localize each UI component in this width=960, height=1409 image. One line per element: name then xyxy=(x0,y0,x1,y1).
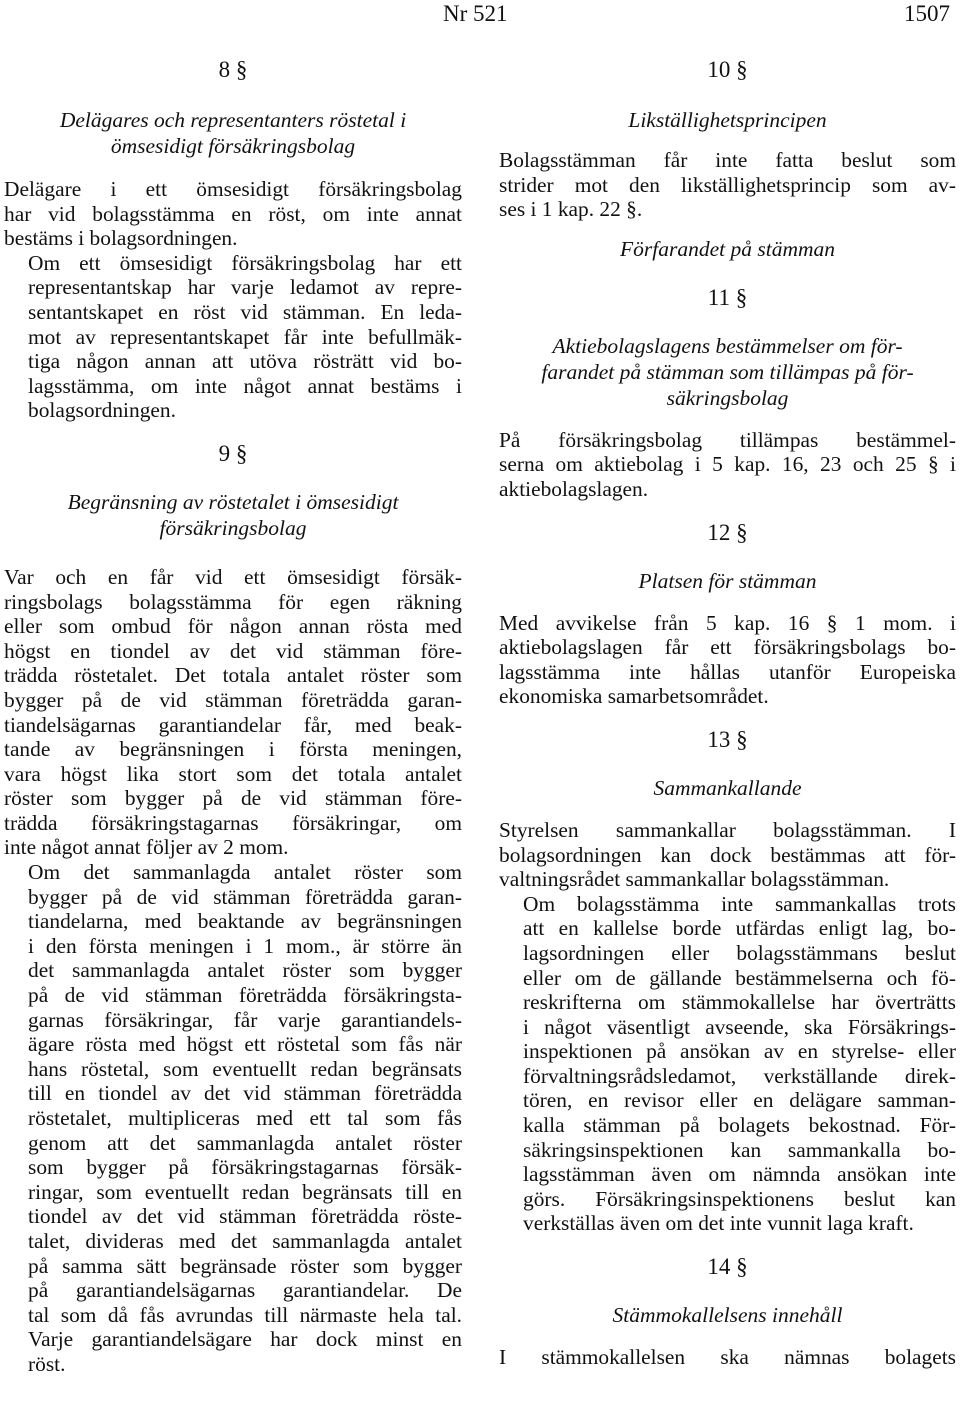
text-line: eller som ombud för någon annan rösta med xyxy=(4,614,462,639)
paragraph xyxy=(499,148,956,222)
paragraph xyxy=(4,251,462,423)
text-line: att en kallelse borde utfärdas enligt lag, bo- xyxy=(523,916,956,941)
section-11 xyxy=(499,284,956,502)
text-line: tal som då fås avrundas till närmaste hela tal. xyxy=(28,1302,462,1327)
page-number: 1507 xyxy=(904,1,950,26)
section-title xyxy=(4,107,462,159)
text-line: strider mot den likställighetsprincip som av- xyxy=(499,172,956,197)
text-line: vara högst lika stort som det totala antalet xyxy=(4,761,462,786)
issue-number: Nr 521 xyxy=(443,1,508,26)
section-number: 12 § xyxy=(707,519,748,545)
text-line: ringar, som eventuellt redan begränsats till en xyxy=(28,1179,462,1204)
paragraph xyxy=(499,1345,956,1370)
text-line: som bygger på försäkringstagarnas försäk- xyxy=(28,1155,462,1180)
text-line: aktiebolagslagen. xyxy=(499,476,649,501)
section-9 xyxy=(4,440,462,1377)
text-line: i något väsentligt avseende, ska Försäkrings- xyxy=(523,1014,956,1039)
text-line: Delägares och representanters röstetal i xyxy=(59,108,407,132)
text-line: reskrifterna om stämmokallelse har överträtts xyxy=(523,990,956,1015)
text-line: trädda försäkringstagarnas försäkringar, om xyxy=(4,810,462,835)
chapter-subtitle xyxy=(499,236,956,262)
text-line: ekonomiska samarbetsområdet. xyxy=(499,684,769,709)
text-line: I stämmokallelsen ska nämnas bolagets xyxy=(499,1345,956,1370)
text-line: tiga någon annan att utöva rösträtt vid bo- xyxy=(28,349,462,374)
text-line: det sammanlagda antalet röster som bygger xyxy=(28,958,462,983)
text-line: talet, divideras med det sammanlagda antalet xyxy=(28,1228,462,1253)
text-line: försäkringsbolag xyxy=(159,515,307,540)
section-13 xyxy=(499,726,956,1236)
section-title xyxy=(499,775,956,801)
text-line: bygger på de vid stämman företrädda garan- xyxy=(28,884,462,909)
section-number: 11 § xyxy=(707,284,748,310)
text-line: Begränsning av röstetalet i ömsesidigt xyxy=(67,489,399,514)
text-line: bestäms i bolagsordningen. xyxy=(4,226,238,251)
text-line: kalla stämman på bolagets bekostnad. För- xyxy=(523,1113,956,1138)
text-line: eller om de gällande bestämmelserna och fö- xyxy=(523,965,956,990)
text-line: röst. xyxy=(28,1351,66,1376)
text-line: genom att det sammanlagda antalet röster xyxy=(28,1130,462,1155)
left-column xyxy=(4,56,462,1377)
section-title xyxy=(499,107,956,133)
text-line: mot av representantskapet får inte befullmäk- xyxy=(28,324,462,349)
text-line: tande av begränsningen i första meningen, xyxy=(4,737,462,762)
text-line: bolagsordningen. xyxy=(28,398,176,423)
text-line: Varje garantiandelsägare har dock minst en xyxy=(28,1327,462,1352)
text-line: lagsstämma, om inte något annat bestäms i xyxy=(28,373,462,398)
text-line: har vid bolagsstämma en röst, om inte annat xyxy=(4,201,462,226)
text-line: trädda röstetalet. Det totala antalet röster som xyxy=(4,663,462,688)
text-line: säkringsbolag xyxy=(666,385,789,410)
text-line: representantskap har varje ledamot av repre- xyxy=(28,275,462,300)
text-line: Styrelsen sammankallar bolagsstämman. I xyxy=(499,817,956,842)
text-line: Aktiebolagslagens bestämmelser om för- xyxy=(552,333,903,358)
paragraph xyxy=(4,565,462,860)
section-10 xyxy=(499,56,956,262)
text-line: Stämmokallelsens innehåll xyxy=(612,1303,843,1328)
text-line: röstetalet, multipliceras med ett tal som fås xyxy=(28,1106,462,1130)
section-title xyxy=(499,568,956,594)
text-line: till en tiondel av det vid stämman företrädda xyxy=(28,1081,462,1106)
section-title xyxy=(4,489,462,541)
text-line: På försäkringsbolag tillämpas bestämmel- xyxy=(499,427,956,452)
text-line: sentantskapet en röst vid stämman. En leda- xyxy=(28,299,462,324)
section-number: 14 § xyxy=(707,1254,748,1280)
section-title xyxy=(499,333,956,411)
text-line: Delägare i ett ömsesidigt försäkringsbolag xyxy=(4,177,462,201)
text-line: Var och en får vid ett ömsesidigt försäk- xyxy=(4,564,462,589)
text-line: tören, en revisor eller en delägare samman- xyxy=(523,1088,956,1113)
text-line: inte något annat följer av 2 mom. xyxy=(4,835,289,860)
paragraph xyxy=(499,892,956,1236)
text-line: görs. Försäkringsinspektionens beslut kan xyxy=(523,1186,956,1211)
paragraph xyxy=(499,611,956,709)
text-line: Om ett ömsesidigt försäkringsbolag har ett xyxy=(28,250,462,275)
text-line: ägare rösta med högst ett röstetal som fås när xyxy=(28,1032,462,1057)
text-line: Likställighetsprincipen xyxy=(628,108,827,132)
text-line: Platsen för stämman xyxy=(638,568,817,593)
text-line: ses i 1 kap. 22 §. xyxy=(499,197,643,222)
text-line: Med avvikelse från 5 kap. 16 § 1 mom. i xyxy=(499,610,956,635)
text-line: på garantiandelsägarnas garantiandelar. De xyxy=(28,1278,462,1303)
text-line: aktiebolagslagen får ett försäkringsbolags bo- xyxy=(499,635,956,660)
text-line: röster som bygger på de vid stämman före- xyxy=(4,786,462,811)
section-12 xyxy=(499,519,956,709)
text-line: ringsbolags bolagsstämma för egen räkning xyxy=(4,589,462,614)
section-8 xyxy=(4,56,462,423)
text-line: farandet på stämman som tillämpas på för- xyxy=(541,359,914,384)
text-line: tiondel av det vid stämman företrädda röste- xyxy=(28,1204,462,1229)
text-line: Om bolagsstämma inte sammankallas trots xyxy=(523,891,956,916)
text-line: bygger på de vid stämman företrädda garan- xyxy=(4,687,462,712)
text-line: verkställas även om det inte vunnit laga kraft. xyxy=(523,1211,914,1236)
section-14 xyxy=(499,1253,956,1370)
text-line: Bolagsstämman får inte fatta beslut som xyxy=(499,148,956,172)
text-line: tiandelarna, med beaktande av begränsningen xyxy=(28,909,462,934)
text-line: hans röstetal, som eventuellt redan begränsats xyxy=(28,1056,462,1081)
text-line: Förfarandet på stämman xyxy=(620,236,835,261)
text-line: Sammankallande xyxy=(653,775,802,800)
paragraph xyxy=(499,428,956,502)
text-line: lagsstämman även om nämnda ansökan inte xyxy=(523,1162,956,1187)
paragraph xyxy=(4,177,462,251)
text-line: lagsstämma inte hållas utanför Europeiska xyxy=(499,659,956,684)
paragraph xyxy=(4,860,462,1376)
text-line: på samma sätt begränsade röster som bygger xyxy=(28,1253,462,1278)
text-line: på de vid stämman företrädda försäkringsta- xyxy=(28,983,462,1008)
text-line: serna om aktiebolag i 5 kap. 16, 23 och 25 § i xyxy=(499,452,956,477)
text-line: i den första meningen i 1 mom., är större än xyxy=(28,933,462,958)
text-line: bolagsordningen kan dock bestämmas att för- xyxy=(499,842,956,867)
section-number: 10 § xyxy=(707,57,748,82)
section-number: 13 § xyxy=(707,726,748,752)
text-line: högst en tiondel av det vid stämman före- xyxy=(4,638,462,663)
right-column xyxy=(499,56,956,1370)
text-line: tiandelsägarnas garantiandelar får, med beak- xyxy=(4,712,462,737)
section-title xyxy=(499,1302,956,1328)
text-line: förvaltningsrådsledamot, verkställande direk- xyxy=(523,1063,956,1088)
text-line: Om det sammanlagda antalet röster som xyxy=(28,860,462,885)
text-line: ömsesidigt försäkringsbolag xyxy=(110,134,356,158)
text-line: inspektionen på ansökan av en styrelse- eller xyxy=(523,1039,956,1064)
text-line: garnas försäkringar, får varje garantiandels- xyxy=(28,1007,462,1032)
section-number: 9 § xyxy=(218,440,248,466)
paragraph xyxy=(499,818,956,892)
text-line: valtningsrådet sammankallar bolagsstämman. xyxy=(499,867,890,892)
text-line: säkringsinspektionen kan sammankalla bo- xyxy=(523,1137,956,1162)
text-line: lagsordningen eller bolagsstämmans beslut xyxy=(523,940,956,965)
section-number: 8 § xyxy=(218,57,248,82)
